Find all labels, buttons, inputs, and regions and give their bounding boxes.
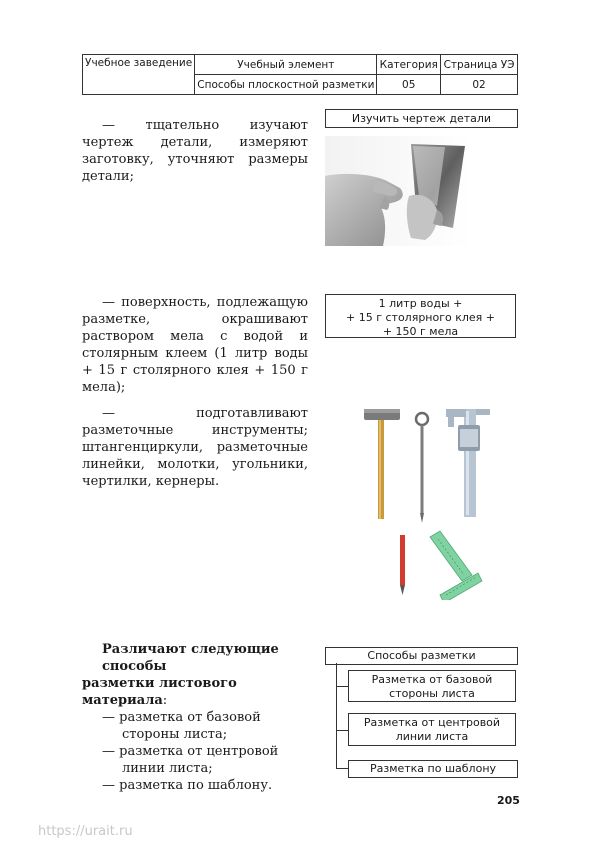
marking-tools-image	[360, 405, 500, 600]
diagram-child-1-line2: стороны листа	[389, 687, 475, 700]
methods-heading-line2-wrap	[82, 675, 312, 709]
diagram-child-2-line1: Разметка от центровой	[363, 716, 501, 729]
square-ruler-icon	[430, 531, 482, 600]
section1-text: — тщательно изучают чертеж детали, измеряют заготовку, уточняют размеры детали;	[82, 118, 308, 184]
diagram-child-1	[348, 670, 516, 702]
page-header: Страница УЭ	[441, 55, 518, 75]
chalk-line-1: 1 литр воды +	[378, 297, 463, 310]
method-item-2: — разметка от центровой линии листа;	[102, 744, 279, 776]
section2-text: — поверхность, подлежащую разметке, окрашивают раствором мела с водой и столярным клеем (1 литр воды + 15 г столярного клея + 150 г мела);	[82, 295, 308, 395]
diagram-branch-3	[336, 768, 348, 769]
section3-text: — подготавливают разметочные инструменты; штангенциркули, разметочные линейки, молотки, угольники, чертилки, кернеры.	[82, 406, 308, 489]
header-table	[82, 54, 518, 95]
chalk-mixture-box	[325, 294, 516, 338]
method-item-1: — разметка от базовой стороны листа;	[102, 710, 261, 742]
chalk-line-2: + 15 г столярного клея +	[346, 311, 495, 324]
element-header: Учебный элемент	[195, 55, 377, 75]
caliper-icon	[446, 409, 490, 517]
diagram-trunk-line	[336, 663, 337, 768]
diagram-branch-1	[336, 686, 348, 687]
diagram-root-box: Способы разметки	[325, 647, 518, 665]
section4-text-block	[82, 641, 312, 794]
page-number: 205	[497, 794, 520, 807]
diagram-child-2	[348, 713, 516, 746]
hands-measuring-photo	[325, 136, 471, 246]
page-value: 02	[441, 75, 518, 95]
watermark: https://urait.ru	[38, 824, 133, 839]
chalk-line-3: + 150 г мела	[382, 325, 459, 338]
study-drawing-box: Изучить чертеж детали	[325, 109, 518, 128]
element-value: Способы плоскостной разметки	[195, 75, 377, 95]
diagram-child-2-line2: линии листа	[395, 730, 469, 743]
category-header: Категория	[377, 55, 441, 75]
hammer-icon	[364, 409, 400, 519]
methods-heading-line2: разметки листового материала	[82, 676, 237, 708]
scriber-icon	[416, 413, 428, 523]
diagram-child-3: Разметка по шаблону	[348, 760, 518, 778]
category-value: 05	[377, 75, 441, 95]
methods-heading-colon: :	[162, 693, 168, 708]
methods-heading-line1: Различают следующие способы	[102, 642, 279, 674]
center-punch-icon	[400, 535, 405, 595]
diagram-child-1-line1: Разметка от базовой	[371, 673, 493, 686]
institution-header: Учебное заведение	[83, 55, 195, 95]
diagram-branch-2	[336, 730, 348, 731]
method-item-3: — разметка по шаблону.	[102, 778, 273, 793]
